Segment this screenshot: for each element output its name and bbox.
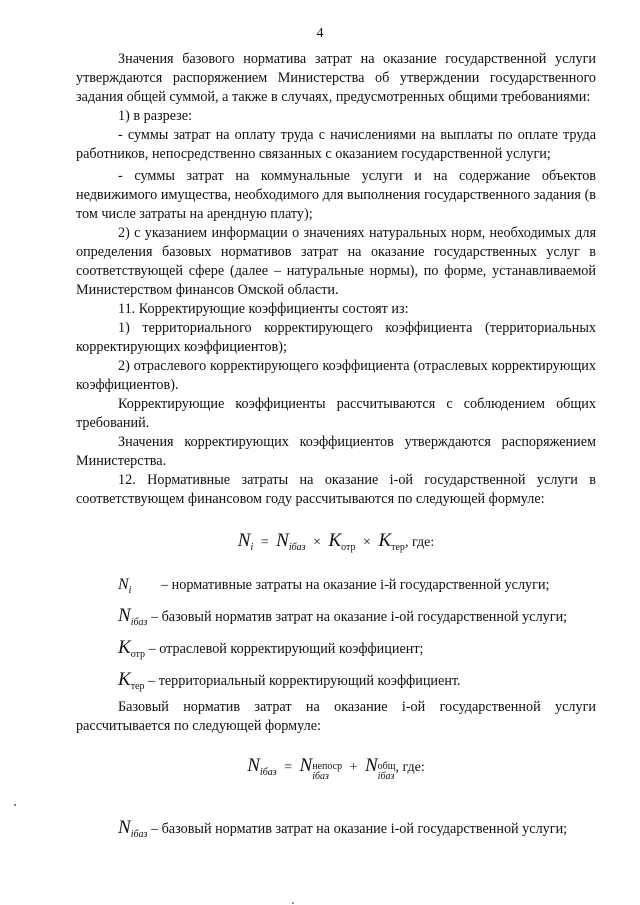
paragraph: 1) территориального корректирующего коэффициента (территориальных корректирующих коэффициентов); bbox=[76, 320, 596, 355]
definition-row: $N_i$ – нормативные затраты на оказание i-й государственной услуги; bbox=[118, 576, 550, 596]
paragraph: - суммы затрат на оплату труда с начислениями на выплаты по оплате труда работников, непосредственно связанных с оказанием государственной услуги; bbox=[76, 127, 596, 162]
formula-normative-costs: $N_i = N_{iбаз} \times K_{отр} \times K_{тер}$, где: bbox=[237, 530, 435, 553]
paragraph: 1) в разрезе: bbox=[118, 108, 193, 124]
paragraph: - суммы затрат на коммунальные услуги и на содержание объектов недвижимого имущества, необходимого для выполнения государственного задания (в том числе затраты на арендную плату); bbox=[76, 168, 596, 222]
formula-base-normative: $N_{iбаз}$ = Nнепоср iбаз + Nобщ iбаз, где: bbox=[247, 755, 425, 782]
paragraph: 2) отраслевого корректирующего коэффициента (отраслевых корректирующих коэффициентов). bbox=[76, 358, 596, 393]
paragraph: 2) с указанием информации о значениях натуральных норм, необходимых для определения базовых нормативов затрат на оказание государственных услуг в соответствующей сфере (далее – натуральные нормы), по форме, устанавливаемой Министерством финансов Омской области. bbox=[76, 225, 596, 298]
paragraph: 12. Нормативные затраты на оказание i-ой государственной услуги в соответствующем финансовом году рассчитываются по следующей формуле: bbox=[76, 472, 596, 507]
scan-speck bbox=[292, 902, 294, 904]
page-number: 4 bbox=[316, 26, 324, 41]
document-body bbox=[76, 50, 596, 846]
paragraph: Значения базового норматива затрат на оказание государственной услуги утверждаются распоряжением Министерства об утверждении государственного задания общей суммой, а также в случаях, предусмотренных общими требованиями: bbox=[76, 51, 596, 105]
definition-row: $N_{iбаз}$ – базовый норматив затрат на оказание i-ой государственной услуги; bbox=[118, 605, 568, 628]
definition-row: $K_{тер}$ – территориальный корректирующий коэффициент. bbox=[118, 669, 461, 692]
paragraph: 11. Корректирующие коэффициенты состоят из: bbox=[118, 301, 409, 317]
paragraph: Базовый норматив затрат на оказание i-ой государственной услуги рассчитывается по следующей формуле: bbox=[76, 699, 596, 734]
definition-row: $K_{отр}$ – отраслевой корректирующий коэффициент; bbox=[118, 637, 424, 660]
paragraph: Корректирующие коэффициенты рассчитываются с соблюдением общих требований. bbox=[76, 396, 596, 431]
scan-speck bbox=[14, 804, 16, 806]
paragraph: Значения корректирующих коэффициентов утверждаются распоряжением Министерства. bbox=[76, 434, 596, 469]
definition-row: $N_{iбаз}$ – базовый норматив затрат на оказание i-ой государственной услуги; bbox=[118, 817, 568, 840]
